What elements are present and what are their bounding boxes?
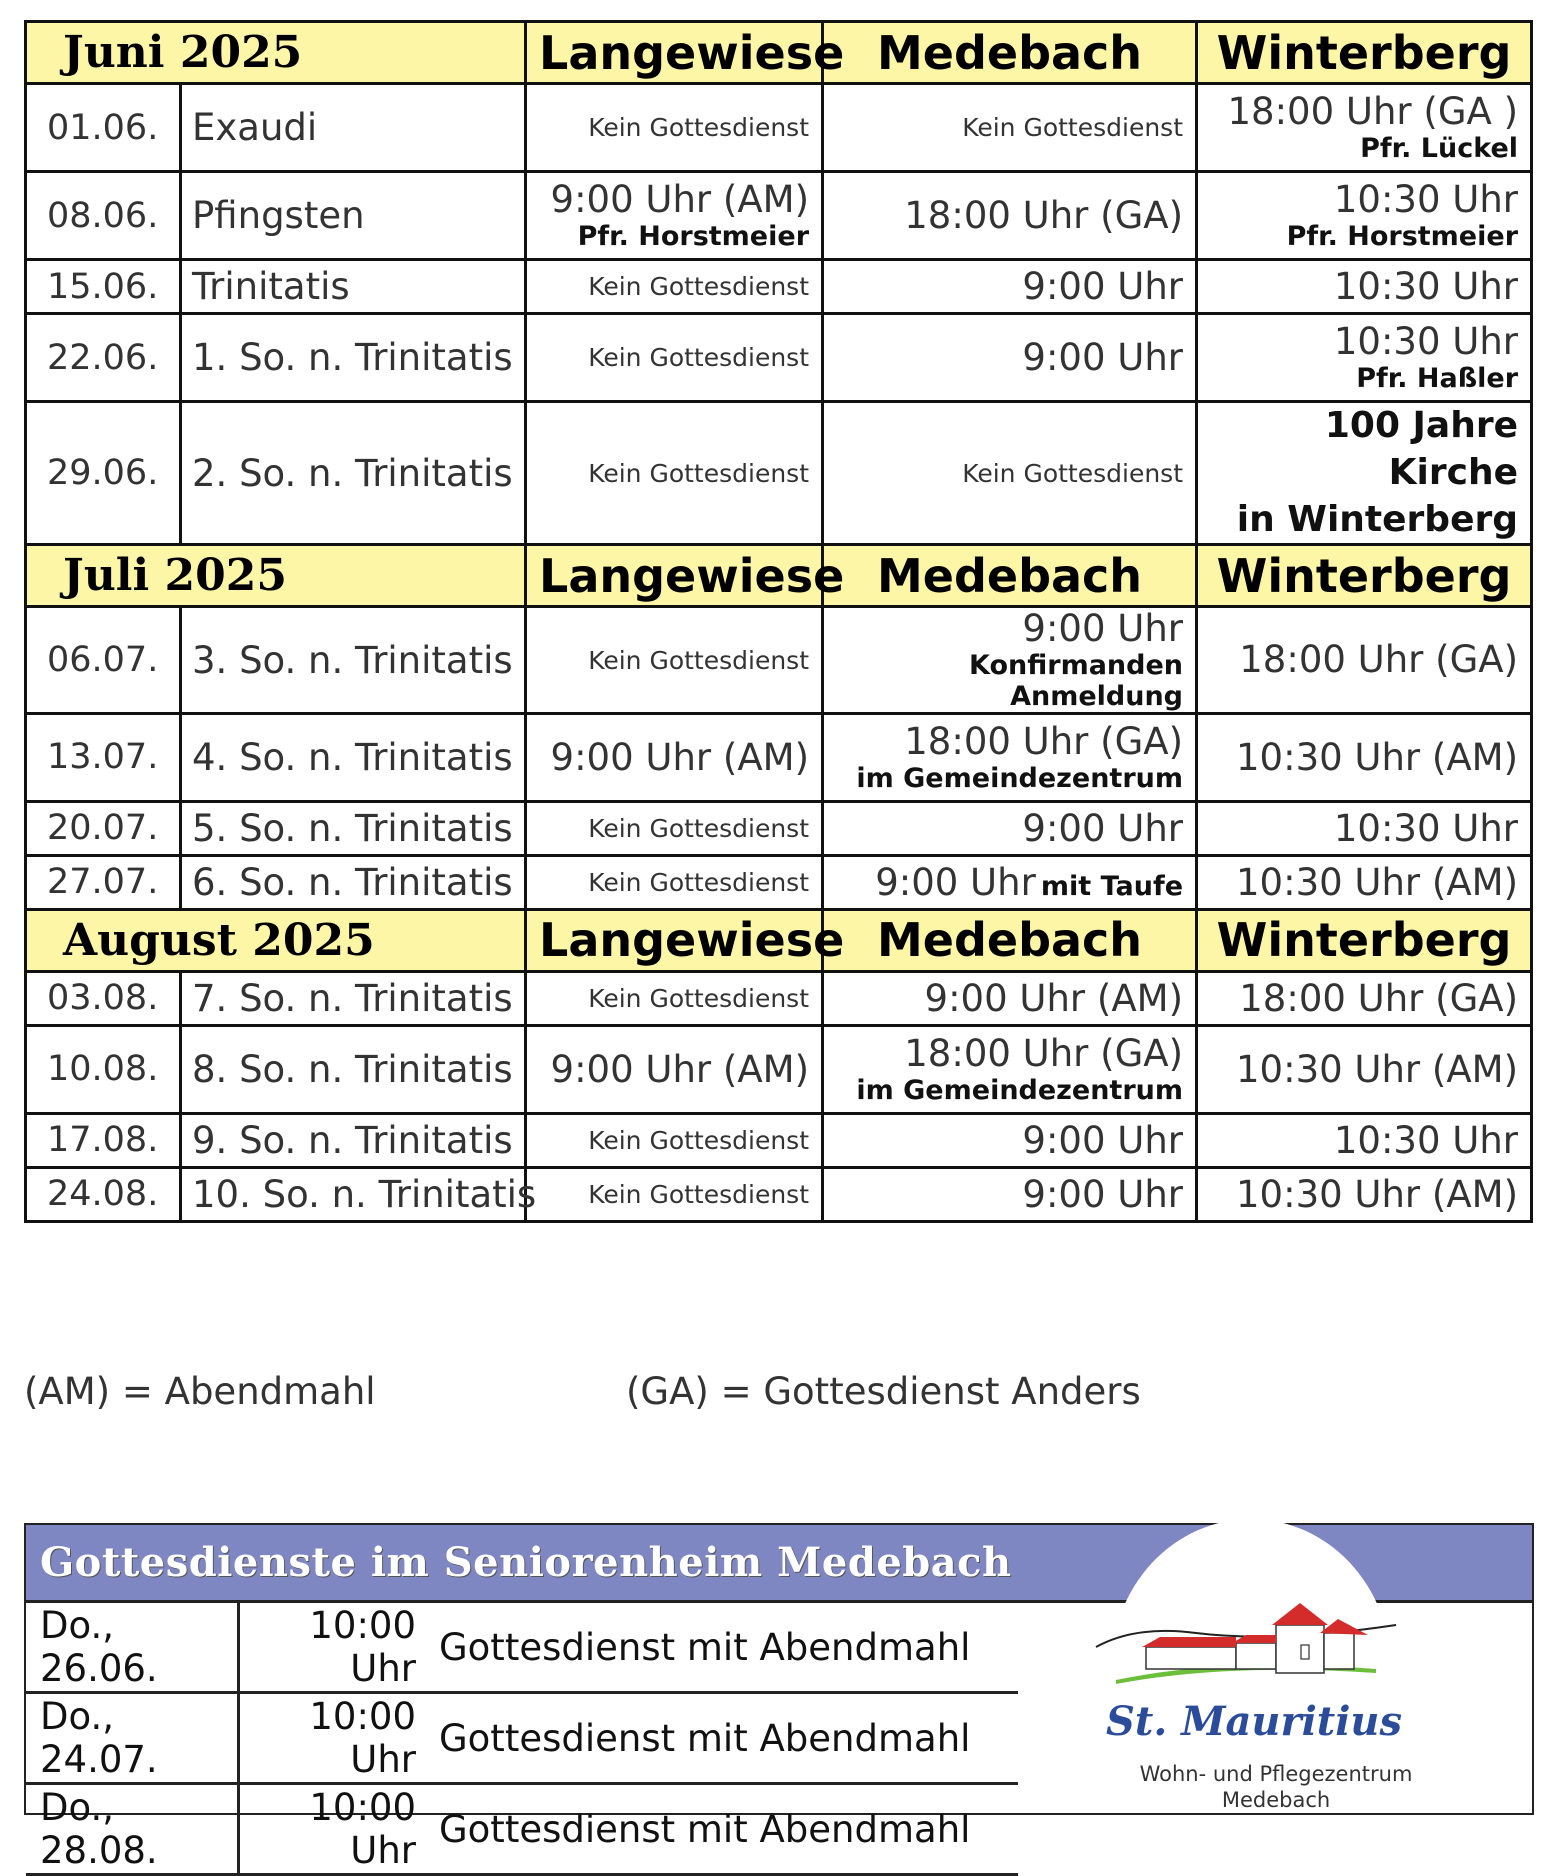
cell-medebach <box>823 172 1197 260</box>
special-event-line1: 100 Jahre Kirche <box>1324 405 1519 493</box>
service-date: 22.06. <box>26 314 181 402</box>
column-header-medebach: Medebach <box>823 545 1197 607</box>
service-note: Pfr. Haßler <box>1356 362 1519 394</box>
cell-langewiese <box>526 855 823 909</box>
service-time: 18:00 Uhr (GA) <box>1239 638 1519 682</box>
cell-medebach <box>823 1167 1197 1221</box>
cell-medebach <box>823 801 1197 855</box>
column-header-medebach: Medebach <box>823 22 1197 84</box>
service-row <box>26 1167 1532 1221</box>
service-time: 10:30 Uhr <box>1333 264 1519 308</box>
service-row <box>26 607 1532 714</box>
st-mauritius-logo-graphic <box>1076 1585 1476 1815</box>
service-row <box>26 84 1532 172</box>
month-header-row <box>26 909 1532 971</box>
service-time: 10:30 Uhr <box>1333 1118 1519 1162</box>
service-note: Pfr. Lückel <box>1360 132 1519 164</box>
cell-winterberg <box>1197 402 1532 545</box>
cell-langewiese <box>526 1113 823 1167</box>
no-service-label: Kein Gottesdienst <box>962 458 1184 488</box>
cell-winterberg <box>1197 172 1532 260</box>
column-header-langewiese: Langewiese <box>526 545 823 607</box>
special-event-line2: in Winterberg <box>1236 498 1519 540</box>
liturgical-day: Pfingsten <box>181 172 526 260</box>
column-header-medebach: Medebach <box>823 909 1197 971</box>
service-date: 24.08. <box>26 1167 181 1221</box>
cell-medebach <box>823 713 1197 801</box>
liturgical-day: 7. So. n. Trinitatis <box>181 971 526 1025</box>
service-note: Pfr. Horstmeier <box>577 220 810 252</box>
senior-service-row <box>26 1784 1018 1875</box>
senior-service-row <box>26 1603 1018 1693</box>
senior-service-description: Gottesdienst mit Abendmahl <box>438 1693 1018 1784</box>
service-inline-note: mit Taufe <box>1040 870 1184 902</box>
service-time: 9:00 Uhr <box>1022 335 1184 379</box>
service-time: 10:30 Uhr <box>1333 806 1519 850</box>
cell-winterberg <box>1197 314 1532 402</box>
logo-subtitle-line2: Medebach <box>1221 1788 1331 1812</box>
service-date: 29.06. <box>26 402 181 545</box>
service-row <box>26 260 1532 314</box>
service-time: 9:00 Uhr (AM) <box>924 976 1184 1020</box>
service-row <box>26 801 1532 855</box>
liturgical-day: 5. So. n. Trinitatis <box>181 801 526 855</box>
no-service-label: Kein Gottesdienst <box>588 343 810 372</box>
service-time: 18:00 Uhr (GA ) <box>1227 90 1519 134</box>
service-time: 9:00 Uhr (AM) <box>550 735 810 779</box>
service-date: 01.06. <box>26 84 181 172</box>
service-note: Pfr. Horstmeier <box>1286 220 1519 252</box>
liturgical-day: 4. So. n. Trinitatis <box>181 713 526 801</box>
service-time: 10:30 Uhr (AM) <box>1236 860 1519 904</box>
service-note: im Gemeindezentrum <box>856 762 1184 794</box>
service-row <box>26 713 1532 801</box>
no-service-label: Kein Gottesdienst <box>588 813 810 843</box>
legend-abendmahl: (AM) = Abendmahl <box>24 1370 376 1413</box>
no-service-label: Kein Gottesdienst <box>588 458 810 488</box>
cell-winterberg <box>1197 971 1532 1025</box>
senior-service-date: Do., 26.06. <box>26 1603 238 1693</box>
cell-medebach <box>823 84 1197 172</box>
st-mauritius-logo <box>1076 1585 1476 1815</box>
cell-medebach <box>823 314 1197 402</box>
senior-service-date: Do., 28.08. <box>26 1784 238 1875</box>
cell-langewiese <box>526 402 823 545</box>
cell-medebach <box>823 260 1197 314</box>
cell-langewiese <box>526 84 823 172</box>
cell-langewiese <box>526 971 823 1025</box>
cell-langewiese <box>526 1025 823 1113</box>
column-header-winterberg: Winterberg <box>1197 22 1532 84</box>
cell-medebach <box>823 855 1197 909</box>
month-title: Juli 2025 <box>26 545 526 607</box>
service-date: 13.07. <box>26 713 181 801</box>
service-time: 10:30 Uhr (AM) <box>1236 1047 1519 1091</box>
service-date: 06.07. <box>26 607 181 714</box>
month-title: August 2025 <box>26 909 526 971</box>
service-time: 9:00 Uhr <box>1022 607 1184 651</box>
liturgical-day: 10. So. n. Trinitatis <box>181 1167 526 1221</box>
cell-langewiese <box>526 801 823 855</box>
service-time: 18:00 Uhr (GA) <box>904 1032 1184 1076</box>
liturgical-day: 8. So. n. Trinitatis <box>181 1025 526 1113</box>
cell-langewiese <box>526 1167 823 1221</box>
senior-service-time: 10:00 Uhr <box>238 1603 438 1693</box>
service-row <box>26 314 1532 402</box>
liturgical-day: 2. So. n. Trinitatis <box>181 402 526 545</box>
senior-home-title: Gottesdienste im Seniorenheim Medebach <box>40 1539 1012 1586</box>
liturgical-day: Exaudi <box>181 84 526 172</box>
cell-winterberg <box>1197 1113 1532 1167</box>
service-row <box>26 402 1532 545</box>
month-title: Juni 2025 <box>26 22 526 84</box>
liturgical-day: 1. So. n. Trinitatis <box>181 314 526 402</box>
service-row <box>26 855 1532 909</box>
no-service-label: Kein Gottesdienst <box>588 1179 810 1209</box>
liturgical-day: 6. So. n. Trinitatis <box>181 855 526 909</box>
month-header-row <box>26 545 1532 607</box>
service-note: im Gemeindezentrum <box>856 1074 1184 1106</box>
no-service-label: Kein Gottesdienst <box>588 645 810 675</box>
service-date: 17.08. <box>26 1113 181 1167</box>
senior-service-time: 10:00 Uhr <box>238 1784 438 1875</box>
service-time: 10:30 Uhr (AM) <box>1236 735 1519 779</box>
column-header-langewiese: Langewiese <box>526 22 823 84</box>
service-date: 08.06. <box>26 172 181 260</box>
cell-winterberg <box>1197 713 1532 801</box>
service-row <box>26 971 1532 1025</box>
no-service-label: Kein Gottesdienst <box>588 113 810 142</box>
service-date: 03.08. <box>26 971 181 1025</box>
cell-medebach <box>823 971 1197 1025</box>
service-time: 9:00 Uhr <box>1022 264 1184 308</box>
service-time: 9:00 Uhr <box>875 860 1036 904</box>
service-time: 9:00 Uhr <box>1022 1118 1184 1162</box>
column-header-langewiese: Langewiese <box>526 909 823 971</box>
service-time: 18:00 Uhr (GA) <box>904 720 1184 764</box>
cell-winterberg <box>1197 84 1532 172</box>
service-time: 18:00 Uhr (GA) <box>904 193 1184 237</box>
service-time: 9:00 Uhr (AM) <box>550 178 810 222</box>
legend-gottesdienst-anders: (GA) = Gottesdienst Anders <box>626 1370 1141 1413</box>
cell-winterberg <box>1197 607 1532 714</box>
service-time: 18:00 Uhr (GA) <box>1239 976 1519 1020</box>
liturgical-day: Trinitatis <box>181 260 526 314</box>
cell-langewiese <box>526 713 823 801</box>
senior-service-description: Gottesdienst mit Abendmahl <box>438 1603 1018 1693</box>
senior-home-services-box <box>24 1523 1534 1872</box>
cell-winterberg <box>1197 1167 1532 1221</box>
no-service-label: Kein Gottesdienst <box>588 1125 810 1155</box>
senior-home-table <box>26 1603 1018 1876</box>
service-schedule-table <box>24 20 1533 1223</box>
service-time: 10:30 Uhr (AM) <box>1236 1172 1519 1216</box>
cell-langewiese <box>526 260 823 314</box>
cell-winterberg <box>1197 1025 1532 1113</box>
service-time: 10:30 Uhr <box>1333 320 1519 364</box>
senior-service-time: 10:00 Uhr <box>238 1693 438 1784</box>
cell-medebach <box>823 1025 1197 1113</box>
liturgical-day: 9. So. n. Trinitatis <box>181 1113 526 1167</box>
column-header-winterberg: Winterberg <box>1197 545 1532 607</box>
cell-langewiese <box>526 172 823 260</box>
service-time: 9:00 Uhr <box>1022 1172 1184 1216</box>
cell-langewiese <box>526 314 823 402</box>
service-time: 9:00 Uhr <box>1022 806 1184 850</box>
cell-medebach <box>823 607 1197 714</box>
no-service-label: Kein Gottesdienst <box>588 272 810 301</box>
service-date: 20.07. <box>26 801 181 855</box>
senior-service-row <box>26 1693 1018 1784</box>
logo-subtitle-line1: Wohn- und Pflegezentrum <box>1139 1762 1413 1786</box>
no-service-label: Kein Gottesdienst <box>588 867 810 897</box>
cell-winterberg <box>1197 260 1532 314</box>
service-row <box>26 172 1532 260</box>
service-row <box>26 1113 1532 1167</box>
senior-service-date: Do., 24.07. <box>26 1693 238 1784</box>
cell-medebach <box>823 1113 1197 1167</box>
liturgical-day: 3. So. n. Trinitatis <box>181 607 526 714</box>
cell-winterberg <box>1197 801 1532 855</box>
service-date: 27.07. <box>26 855 181 909</box>
logo-name: St. Mauritius <box>1106 1698 1403 1745</box>
service-note: Konfirmanden Anmeldung <box>969 649 1184 712</box>
no-service-label: Kein Gottesdienst <box>962 113 1184 142</box>
no-service-label: Kein Gottesdienst <box>588 983 810 1013</box>
service-date: 10.08. <box>26 1025 181 1113</box>
service-time: 9:00 Uhr (AM) <box>550 1047 810 1091</box>
cell-langewiese <box>526 607 823 714</box>
cell-medebach <box>823 402 1197 545</box>
service-time: 10:30 Uhr <box>1333 178 1519 222</box>
service-row <box>26 1025 1532 1113</box>
service-date: 15.06. <box>26 260 181 314</box>
cell-winterberg <box>1197 855 1532 909</box>
senior-service-description: Gottesdienst mit Abendmahl <box>438 1784 1018 1875</box>
month-header-row <box>26 22 1532 84</box>
column-header-winterberg: Winterberg <box>1197 909 1532 971</box>
